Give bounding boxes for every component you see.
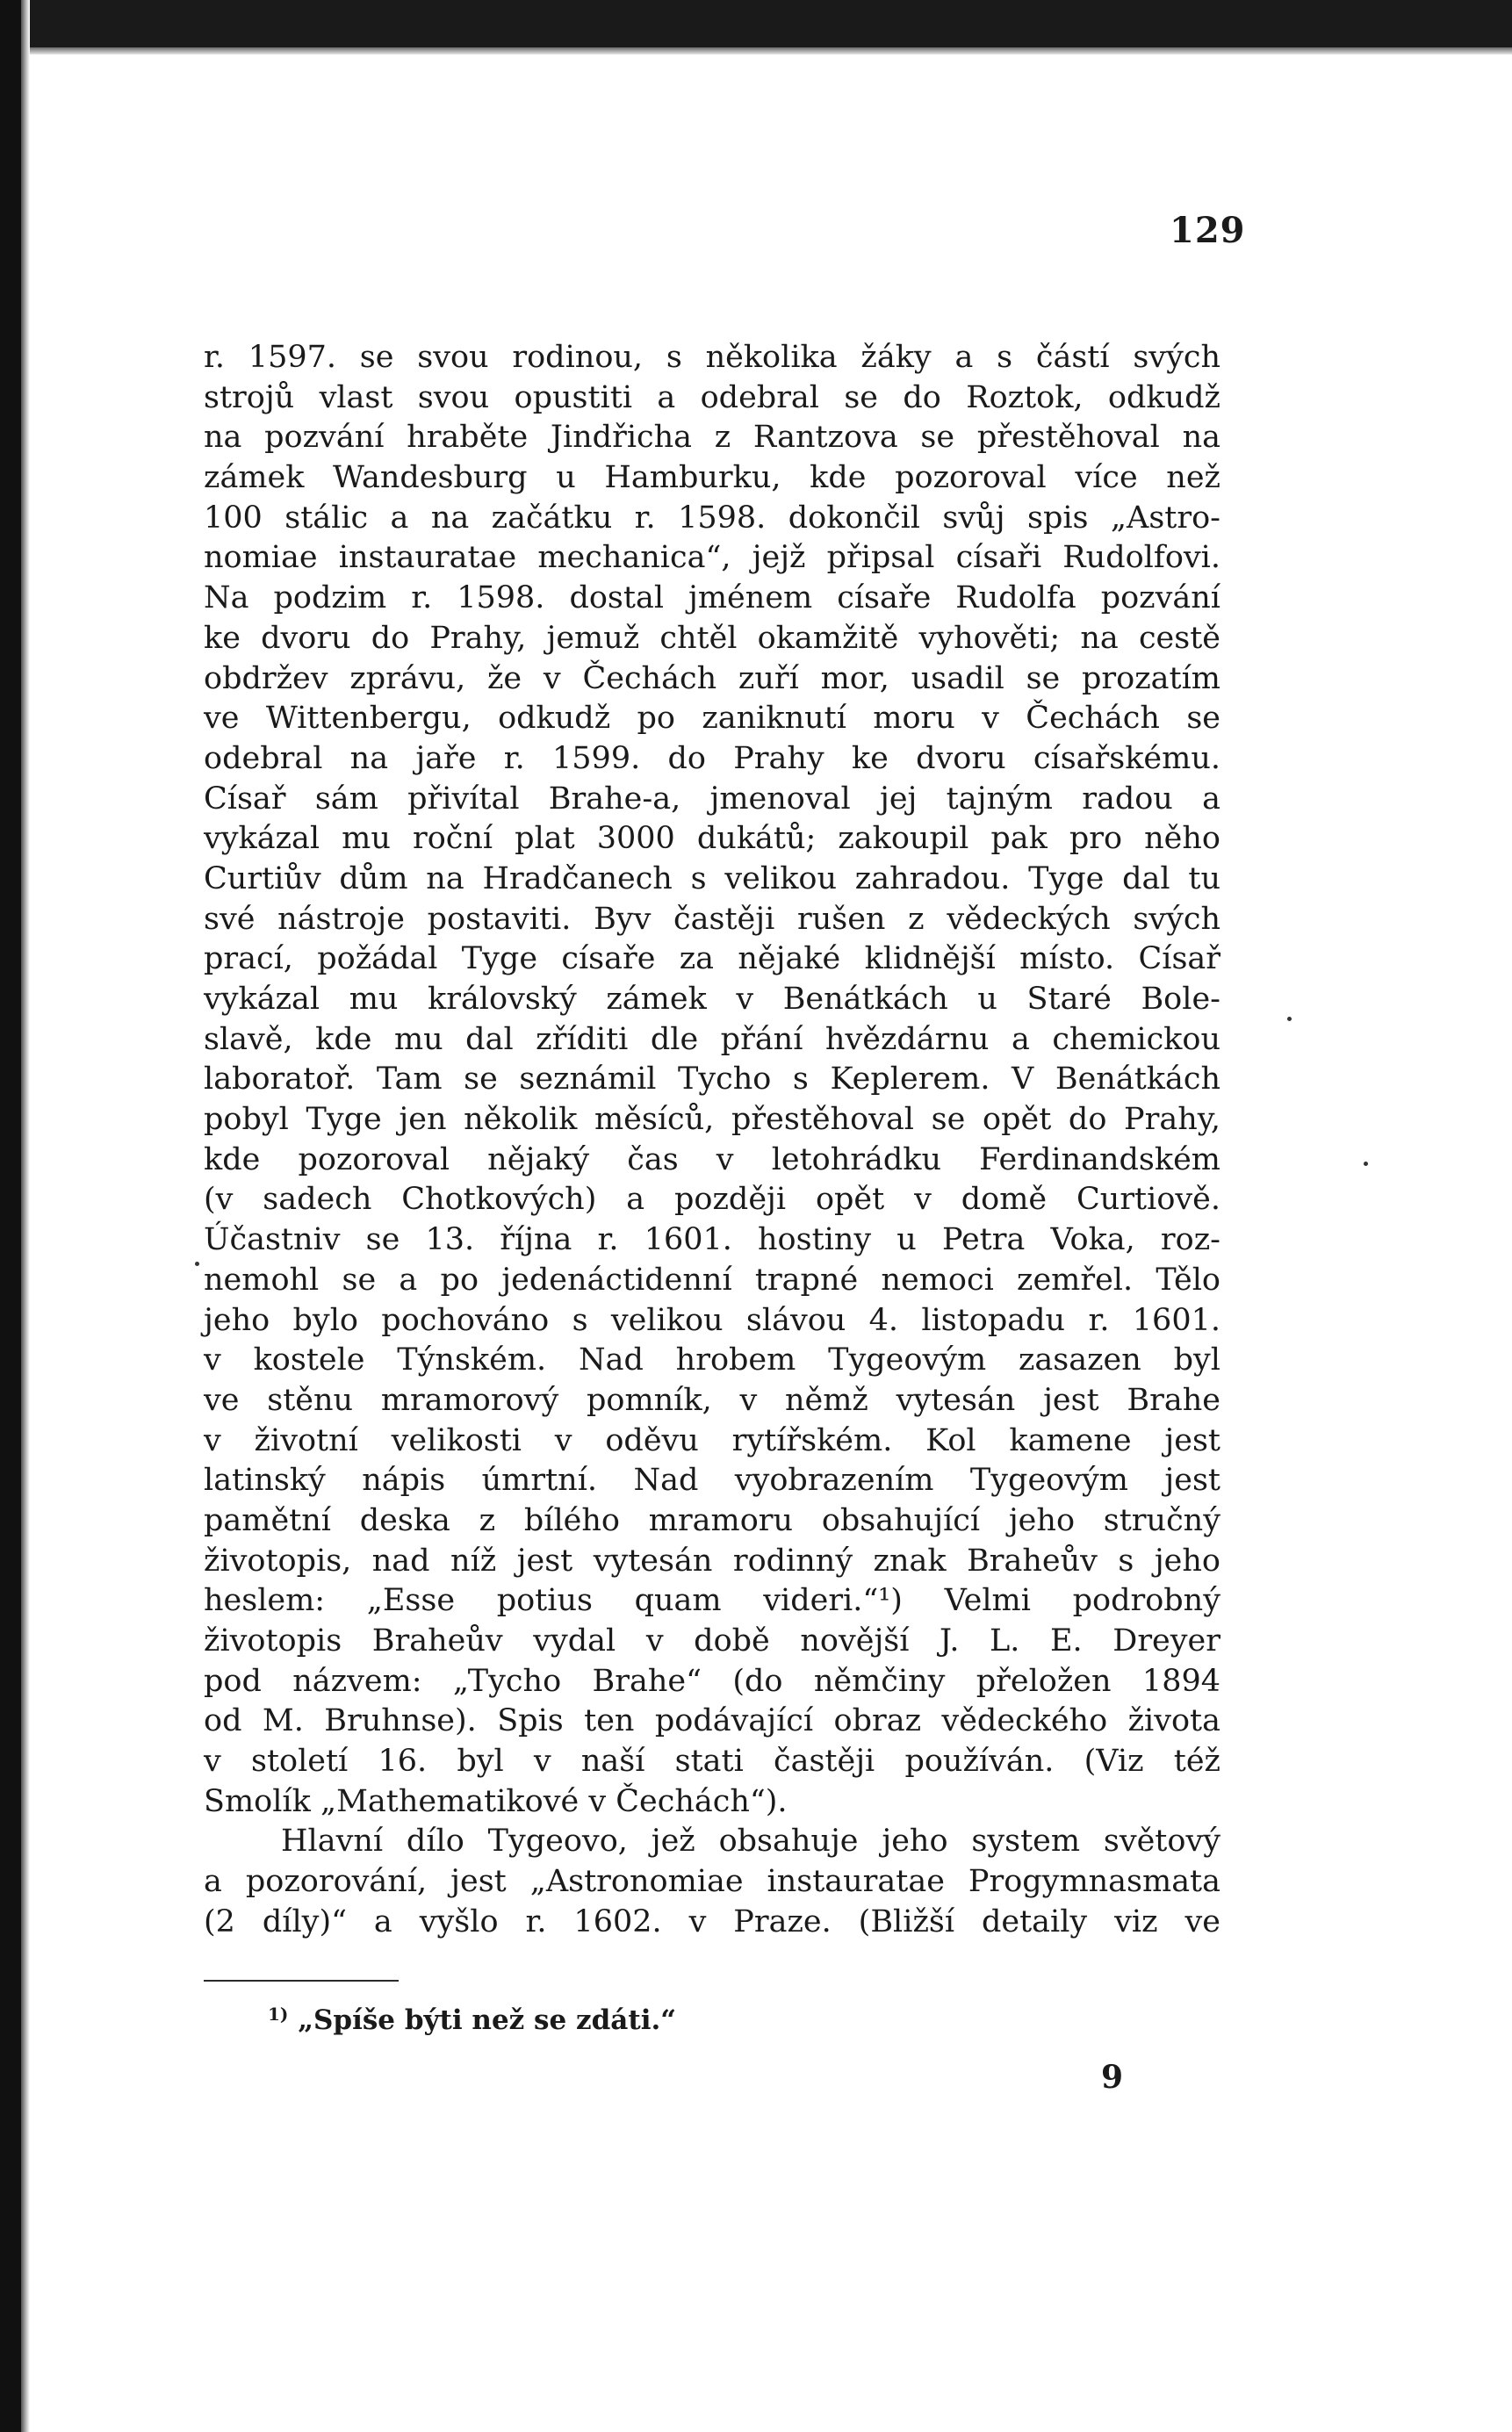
text-line: Hlavní dílo Tygeovo, jež obsahuje jeho system světový <box>281 1824 1220 1860</box>
text-line: strojů vlast svou opustiti a odebral se do Roztok, odkudž <box>204 379 1220 415</box>
text-line: životopis, nad níž jest vytesán rodinný znak Braheův s jeho <box>204 1543 1220 1579</box>
text-line: prací, požádal Tyge císaře za nějaké klidnější místo. Císař <box>204 941 1220 977</box>
text-line: životopis Braheův vydal v době novější J. L. E. Dreyer <box>204 1623 1220 1659</box>
text-line: r. 1597. se svou rodinou, s několika žáky a s částí svých <box>204 340 1220 375</box>
margin-speck <box>1287 1017 1292 1021</box>
text-line: nomiae instauratae mechanica“, jejž připsal císaři Rudolfovi. <box>204 540 1220 576</box>
text-line: v kostele Týnském. Nad hrobem Tygeovým zasazen byl <box>204 1342 1220 1378</box>
scan-top-edge <box>0 0 1512 47</box>
printer-signature: 9 <box>1101 2059 1124 2096</box>
text-line: (v sadech Chotkových) a později opět v domě Curtiově. <box>204 1182 1220 1218</box>
text-line: své nástroje postaviti. Byv častěji rušen z vědeckých svých <box>204 901 1220 937</box>
body-text <box>204 338 1220 1943</box>
text-line: zámek Wandesburg u Hamburku, kde pozoroval více než <box>204 460 1220 496</box>
text-line: jeho bylo pochováno s velikou slávou 4. listopadu r. 1601. <box>204 1302 1220 1338</box>
text-line: a pozorování, jest „Astronomiae instauratae Progymnasmata <box>204 1864 1220 1900</box>
text-line: (2 díly)“ a vyšlo r. 1602. v Praze. (Bližší detaily viz ve <box>204 1903 1220 1939</box>
text-line: od M. Bruhnse). Spis ten podávající obraz vědeckého života <box>204 1703 1220 1739</box>
text-line: 100 stálic a na začátku r. 1598. dokončil svůj spis „Astro- <box>204 500 1220 536</box>
text-line: Účastniv se 13. října r. 1601. hostiny u Petra Voka, roz- <box>204 1222 1220 1258</box>
footnote-rule <box>204 1980 399 1982</box>
text-line: Na podzim r. 1598. dostal jménem císaře Rudolfa pozvání <box>204 580 1220 616</box>
text-line: obdržev zprávu, že v Čechách zuří mor, usadil se prozatím <box>204 660 1220 696</box>
text-line: kde pozoroval nějaký čas v letohrádku Ferdinandském <box>204 1141 1220 1177</box>
text-line: laboratoř. Tam se seznámil Tycho s Keplerem. V Benátkách <box>204 1061 1220 1097</box>
page-number: 129 <box>1170 210 1246 251</box>
text-line: Curtiův dům na Hradčanech s velikou zahradou. Tyge dal tu <box>204 860 1220 896</box>
text-line: Smolík „Mathematikové v Čechách“). <box>204 1783 788 1819</box>
text-line: slavě, kde mu dal zříditi dle přání hvězdárnu a chemickou <box>204 1021 1220 1057</box>
footnote-text: „Spíše býti než se zdáti.“ <box>298 2004 677 2036</box>
text-line: pobyl Tyge jen několik měsíců, přestěhoval se opět do Prahy, <box>204 1102 1220 1138</box>
text-line: na pozvání hraběte Jindřicha z Rantzova se přestěhoval na <box>204 420 1220 456</box>
footnote <box>268 2004 676 2036</box>
text-line: odebral na jaře r. 1599. do Prahy ke dvoru císařskému. <box>204 740 1220 776</box>
scan-left-edge <box>0 0 21 2432</box>
text-line: pamětní deska z bílého mramoru obsahující jeho stručný <box>204 1502 1220 1538</box>
text-line: Císař sám přivítal Brahe-a, jmenoval jej tajným radou a <box>204 781 1220 817</box>
text-line: latinský nápis úmrtní. Nad vyobrazením Tygeovým jest <box>204 1463 1220 1499</box>
footnote-marker: 1) <box>268 2004 289 2025</box>
scan-left-shadow <box>21 0 30 2432</box>
text-line: vykázal mu roční plat 3000 dukátů; zakoupil pak pro něho <box>204 821 1220 857</box>
text-line: vykázal mu královský zámek v Benátkách u Staré Bole- <box>204 982 1220 1017</box>
text-line: v životní velikosti v oděvu rytířském. Kol kamene jest <box>204 1422 1220 1458</box>
text-line: pod názvem: „Tycho Brahe“ (do němčiny přeložen 1894 <box>204 1663 1220 1699</box>
text-line: heslem: „Esse potius quam videri.“¹) Velmi podrobný <box>204 1583 1220 1619</box>
text-line: v století 16. byl v naší stati častěji používán. (Viz též <box>204 1744 1220 1780</box>
text-line: nemohl se a po jedenáctidenní trapné nemoci zemřel. Tělo <box>204 1262 1220 1298</box>
text-line: ke dvoru do Prahy, jemuž chtěl okamžitě vyhověti; na cestě <box>204 620 1220 656</box>
margin-speck <box>1364 1162 1368 1166</box>
margin-speck <box>195 1262 199 1266</box>
scan-top-shadow <box>0 47 1512 54</box>
text-line: ve Wittenbergu, odkudž po zaniknutí moru v Čechách se <box>204 701 1220 737</box>
text-line: ve stěnu mramorový pomník, v němž vytesán jest Brahe <box>204 1382 1220 1418</box>
